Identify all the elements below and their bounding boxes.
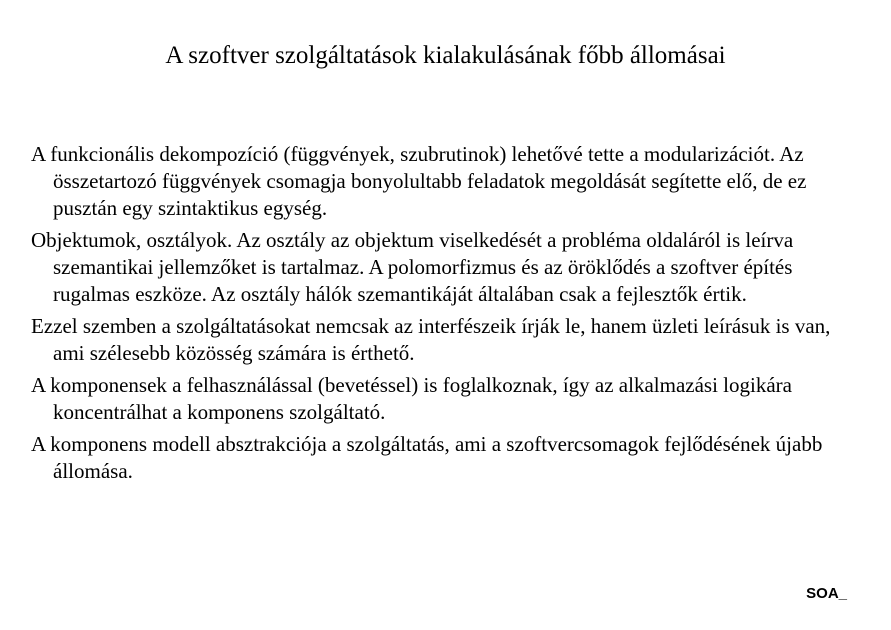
slide-body — [31, 141, 861, 490]
paragraph-components: A komponensek a felhasználással (bevetéssel) is foglalkoznak, így az alkalmazási logikára koncentrálhat a komponens szolgáltató. — [31, 373, 792, 424]
paragraph-functional-decomposition: A funkcionális dekompozíció (függvények, szubrutinok) lehetővé tette a modularizációt. Az összetartozó függvények csomagja bonyolultabb feladatok megoldását segítette elő, de ez pusztán egy szintaktikus egység. — [31, 142, 807, 220]
paragraph-services: Ezzel szemben a szolgáltatásokat nemcsak az interfészeik írják le, hanem üzleti leírásuk is van, ami szélesebb közösség számára is érthető. — [31, 314, 831, 365]
paragraph-objects-classes: Objektumok, osztályok. Az osztály az objektum viselkedését a probléma oldaláról is leírva szemantikai jellemzőket is tartalmaz. A polomorfizmus és az öröklődés a szoftver építés rugalmas eszköze. Az osztály hálók szemantikáját általában csak a fejlesztők értik. — [31, 228, 794, 306]
footer-label: SOA_ — [806, 585, 847, 602]
paragraph-component-model: A komponens modell absztrakciója a szolgáltatás, ami a szoftvercsomagok fejlődésének újabb állomása. — [31, 432, 823, 483]
slide-title: A szoftver szolgáltatások kialakulásának főbb állomásai — [165, 42, 726, 69]
